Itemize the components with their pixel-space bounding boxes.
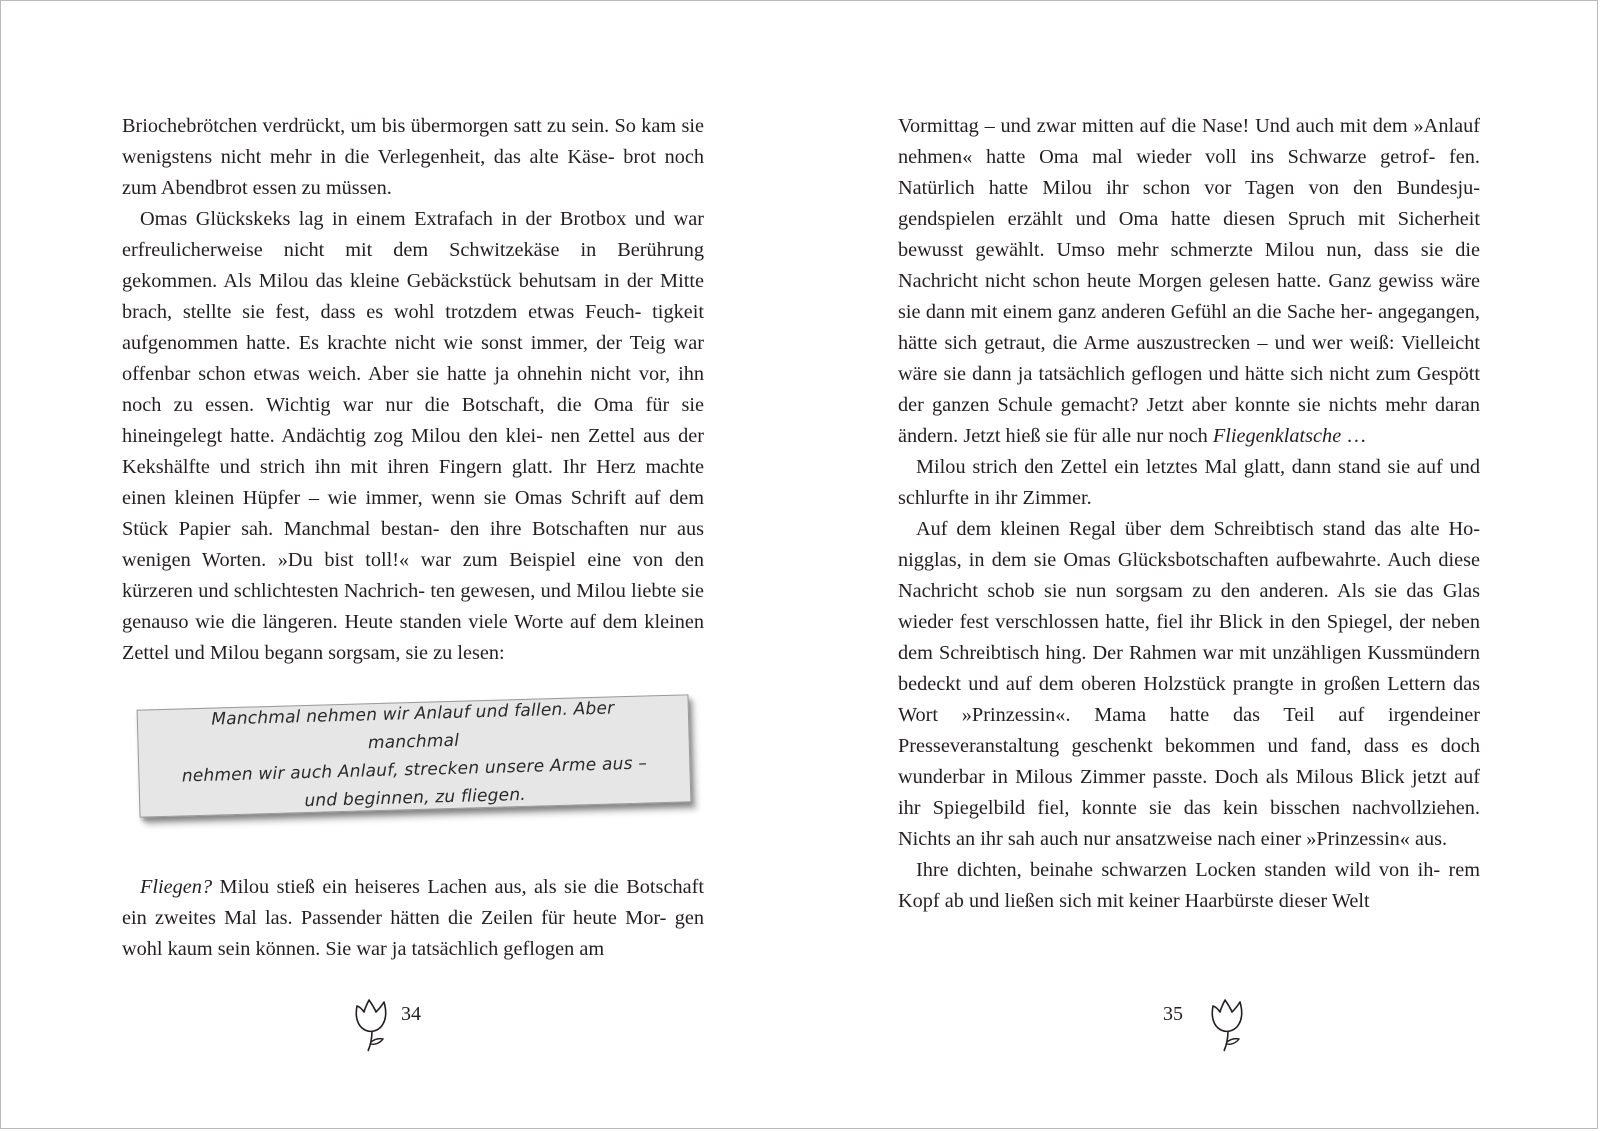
text-line: auf irgendeiner Presseveranstaltung geschenkt bekommen und [898, 704, 1480, 757]
italic-word: Fliegenklatsche [1212, 425, 1342, 447]
text-line: als Milous Blick jetzt auf ihr Spiegelbild fiel, konnte sie das kein [898, 766, 1481, 819]
text-line: Mitte brach, stellte sie fest, dass es wohl trotzdem etwas Feuch- [122, 270, 704, 323]
text-line: sich nicht zum Gespött der ganzen Schule gemacht? Jetzt aber [898, 363, 1480, 416]
text-line: Milou strich den Zettel ein letztes Mal glatt, dann stand sie auf [916, 456, 1450, 478]
text-line: konnte sie nichts mehr daran ändern. Jetzt hieß sie für alle nur [898, 394, 1480, 447]
text-line: ten gewesen, und Milou liebte sie genauso wie die längeren. Heute [122, 580, 705, 633]
fortune-note [122, 694, 704, 858]
text-line: standen viele Worte auf dem kleinen Zettel und Milou begann [122, 611, 704, 664]
note-line: und beginnen, zu fliegen. [304, 784, 527, 812]
text-line: sie Omas Schrift auf dem Stück Papier sah. Manchmal bestan- [122, 487, 704, 540]
text-line: fand, dass es doch wunderbar in Milous Zimmer passte. Doch [898, 735, 1480, 788]
text-line: kam sie wenigstens nicht mehr in die Verlegenheit, das alte Käse- [122, 115, 704, 168]
text-line: und schlurfte in ihr Zimmer. [898, 456, 1480, 509]
ellipsis: … [1341, 425, 1367, 447]
text-line: nen Zettel aus der Kekshälfte und strich ihn mit ihren Fingern [122, 425, 704, 478]
text-line: wer weiß: Vielleicht wäre sie dann ja tatsächlich geflogen und hätte [898, 332, 1480, 385]
text-line: »Anlauf nehmen« hatte Oma mal wieder voll ins Schwarze getrof- [898, 115, 1480, 168]
text-line: Glas wieder fest verschlossen hatte, fiel ihr Blick in den Spiegel, der [898, 580, 1480, 633]
text-line: Vormittag – und zwar mitten auf die Nase! Und auch mit dem [898, 115, 1414, 137]
note-paper [137, 694, 692, 817]
page-number-left: 34 [401, 1003, 421, 1025]
text-line: tigkeit aufgenommen hatte. Es krachte nicht wie sonst immer, der [122, 301, 704, 354]
text-line: rem Kopf ab und ließen sich mit keiner Haarbürste dieser Welt [898, 859, 1480, 912]
text-line: Milou stieß ein heiseres Lachen aus, als sie die Botschaft [212, 876, 704, 898]
text-line: Briochebrötchen verdrückt, um bis übermorgen satt zu sein. So [122, 115, 642, 137]
text-line: Ihre dichten, beinahe schwarzen Locken standen wild von ih- [916, 859, 1441, 881]
text-line: Omas Glückskeks lag in einem Extrafach in der Brotbox und [140, 208, 674, 230]
paragraph [122, 204, 704, 669]
paragraph [898, 452, 1480, 514]
left-page [122, 111, 704, 965]
text-line: diese Nachricht schob sie nun sorgsam zu den anderen. Als sie das [898, 549, 1480, 602]
text-line: ein zweites Mal las. Passender hätten die Zeilen für heute Mor- [122, 907, 667, 929]
tulip-icon [351, 998, 393, 1054]
text-line: Nachricht nicht schon heute Morgen gelesen hatte. Ganz gewiss [898, 270, 1441, 292]
text-line: gendspielen erzählt und Oma hatte diesen Spruch mit Sicherheit [898, 208, 1480, 230]
text-line: glatt. Ihr Herz machte einen kleinen Hüpfer – wie immer, wenn [122, 456, 705, 509]
text-line: gen wohl kaum sein können. Sie war ja tatsächlich geflogen am [122, 907, 704, 960]
tulip-icon [1207, 998, 1249, 1054]
paragraph [898, 514, 1480, 855]
note-line: Manchmal nehmen wir Anlauf und fallen. Aber manchmal [211, 698, 615, 754]
text-line: war erfreulicherweise nicht mit dem Schwitzekäse in Berührung [122, 208, 704, 261]
text-line: noch [1168, 425, 1213, 447]
right-page [898, 111, 1480, 917]
note-line: nehmen wir auch Anlauf, strecken unsere Arme aus – [181, 753, 648, 787]
text-line: angegangen, hätte sich getraut, die Arme auszustrecken – und [898, 301, 1480, 354]
text-line: in großen Lettern das Wort »Prinzessin«. Mama hatte das Teil [898, 673, 1480, 726]
text-line: nigglas, in dem sie Omas Glücksbotschaften aufbewahrte. Auch [898, 549, 1439, 571]
text-line: Auf dem kleinen Regal über dem Schreibtisch stand das alte Ho- [916, 518, 1480, 540]
text-line: wäre sie dann mit einem ganz anderen Gefühl an die Sache her- [898, 270, 1480, 323]
text-line: Teig war offenbar schon etwas weich. Aber sie hatte ja ohnehin [122, 332, 704, 385]
text-line: gekommen. Als Milou das kleine Gebäckstück behutsam in der [122, 270, 661, 292]
text-line: brot noch zum Abendbrot essen zu müssen. [122, 146, 704, 199]
text-line: Oma für sie hineingelegt hatte. Andächtig zog Milou den klei- [122, 394, 705, 447]
text-line: zum Beispiel eine von den kürzeren und schlichtesten Nachrich- [122, 549, 705, 602]
page-number-right: 35 [1163, 1003, 1183, 1025]
text-line: bewusst gewählt. Umso mehr schmerzte Milou nun, dass sie die [898, 239, 1480, 261]
paragraph [898, 111, 1480, 452]
paragraph [122, 111, 704, 204]
paragraph [122, 872, 704, 965]
text-line: bisschen nachvollziehen. Nichts an ihr sah auch nur ansatzweise [898, 797, 1481, 850]
note-message [166, 693, 663, 819]
text-line: nach einer »Prinzessin« aus. [1217, 828, 1448, 850]
text-line: Kussmündern bedeckt und auf dem oberen Holzstück prangte [898, 642, 1480, 695]
text-line: sorgsam, sie zu lesen: [328, 642, 505, 664]
text-line: nicht vor, ihn noch zu essen. Wichtig war nur die Botschaft, die [122, 363, 704, 416]
text-line: neben dem Schreibtisch hing. Der Rahmen war mit unzähligen [898, 611, 1480, 664]
italic-word: Fliegen? [140, 876, 213, 898]
paragraph [898, 855, 1480, 917]
text-line: fen. Natürlich hatte Milou ihr schon vor Tagen von den Bundesju- [898, 146, 1480, 199]
text-line: den ihre Botschaften nur aus wenigen Worten. »Du bist toll!« war [122, 518, 704, 571]
